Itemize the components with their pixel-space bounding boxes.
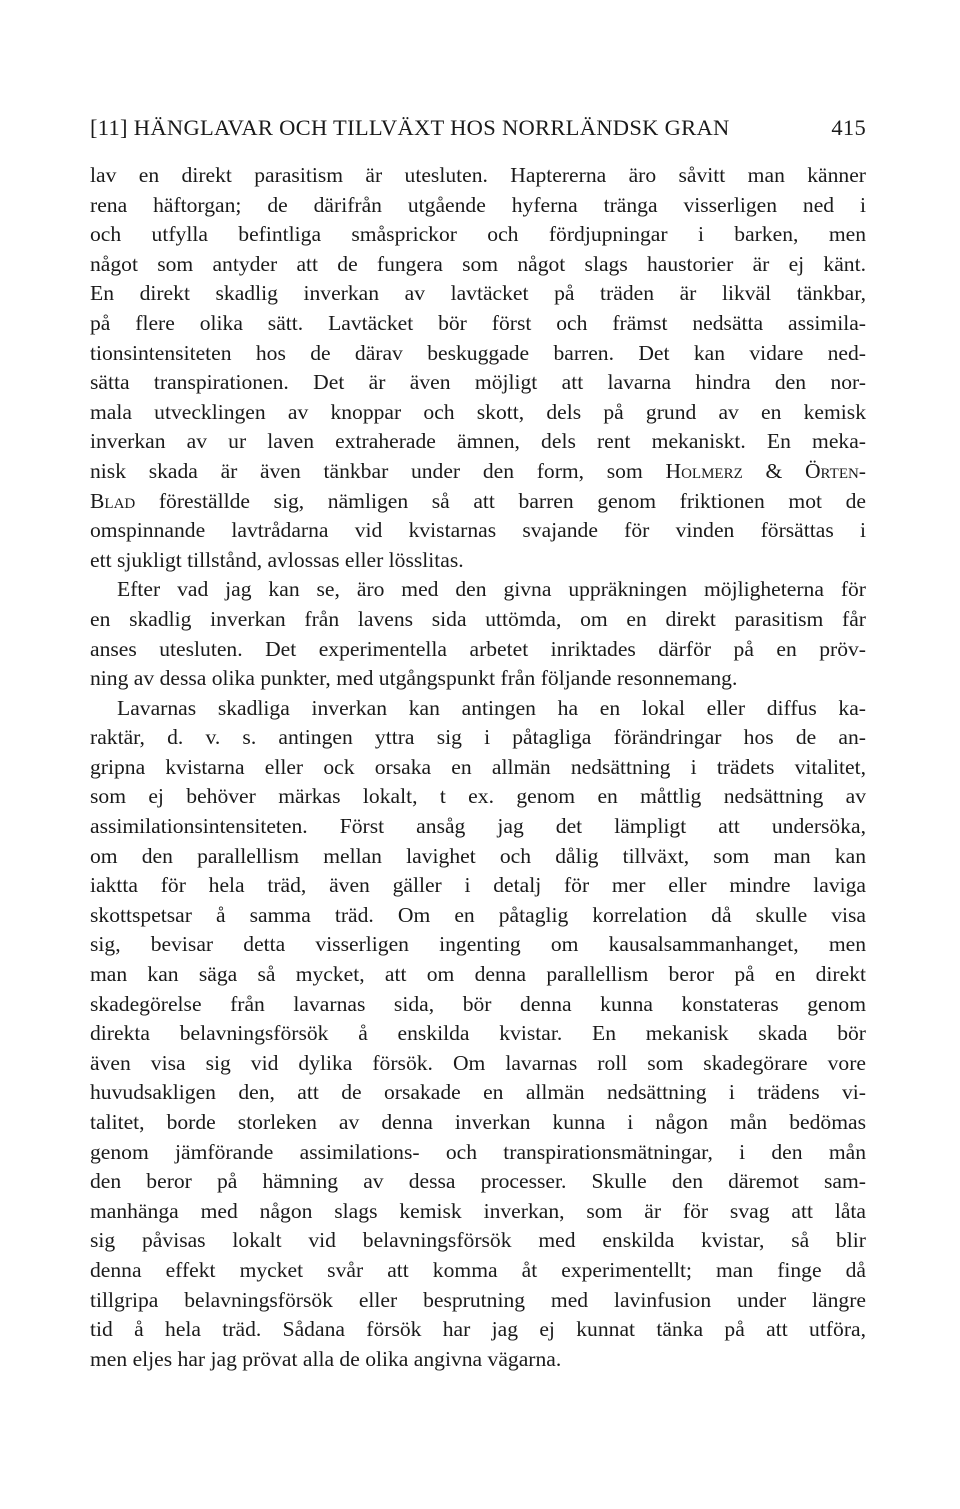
text-line: om den parallellism mellan lavighet och dålig tillväxt, som man kan — [90, 843, 866, 868]
text-line: manhänga med någon slags kemisk inverkan, som är för svag att låta — [90, 1198, 866, 1223]
running-head-title — [90, 114, 730, 142]
text-line: rena häftorgan; de därifrån utgående hyferna tränga visserligen ned i — [90, 192, 866, 217]
text-line: på flere olika sätt. Lavtäcket bör först och främst nedsätta assimila- — [90, 310, 866, 335]
text-line: ett sjukligt tillstånd, avlossas eller lösslitas. — [90, 547, 464, 572]
text-line: huvudsakligen den, att de orsakade en allmän nedsättning i trädens vi- — [90, 1080, 866, 1105]
text-line: iaktta för hela träd, även gäller i detalj för mer eller mindre laviga — [90, 873, 866, 898]
text-line: direkta belavningsförsök å enskilda kvistar. En mekanisk skada bör — [90, 1021, 866, 1046]
text-line: en skadlig inverkan från lavens sida uttömda, om en direkt parasitism får — [90, 606, 866, 631]
page — [90, 114, 866, 1374]
paragraph — [90, 575, 866, 693]
text-line: som ej behöver märkas lokalt, t ex. genom en måttlig nedsättning av — [90, 784, 866, 809]
text-line: något som antyder att de fungera som något slags haustorier är ej känt. — [90, 251, 866, 276]
text-line: och utfylla befintliga småsprickor och fördjupningar i barken, men — [90, 222, 866, 247]
running-head — [90, 114, 866, 142]
paragraph — [90, 161, 866, 575]
text-line: Efter vad jag kan se, äro med den givna uppräkningen möjligheterna för — [117, 577, 866, 602]
text-line: raktär, d. v. s. antingen yttra sig i påtagliga förändringar hos de an- — [90, 725, 866, 750]
text-line: nisk skada är även tänkbar under den form, som Holmerz & Örten- — [90, 458, 867, 483]
text-line: skadegörelse från lavarnas sida, bör denna kunna konstateras genom — [90, 991, 866, 1016]
text-line: den beror på hämning av dessa processer. Skulle den däremot sam- — [90, 1169, 866, 1194]
text-line: tid å hela träd. Sådana försök har jag ej kunnat tänka på att utföra, — [90, 1317, 866, 1342]
text-line: tillgripa belavningsförsök eller besprutning med lavinfusion under längre — [90, 1287, 866, 1312]
text-line: gripna kvistarna eller ock orsaka en allmän nedsättning i trädets vitalitet, — [90, 754, 866, 779]
text-line: lav en direkt parasitism är utesluten. Haptererna äro såvitt man känner — [90, 163, 866, 187]
text-line: ning av dessa olika punkter, med utgångspunkt från följande resonnemang. — [90, 666, 738, 691]
text-line: även visa sig vid dylika försök. Om lavarnas roll som skadegörare vore — [90, 1050, 866, 1075]
text-line: omspinnande lavtrådarna vid kvistarnas svajande för vinden försättas i — [90, 518, 866, 543]
section-number: [11] — [90, 115, 128, 140]
text-line: sätta transpirationen. Det är även möjligt att lavarna hindra den nor- — [90, 370, 866, 395]
text-line: anses utesluten. Det experimentella arbetet inriktades därför på en pröv- — [90, 636, 866, 661]
text-line: denna effekt mycket svår att komma åt experimentellt; man finge då — [90, 1257, 866, 1282]
text-line: tionsintensiteten hos de därav beskuggade barren. Det kan vidare ned- — [90, 340, 866, 365]
text-line: talitet, borde storleken av denna inverkan kunna i någon mån bedömas — [90, 1110, 866, 1134]
text-line: Lavarnas skadliga inverkan kan antingen ha en lokal eller diffus ka- — [117, 695, 866, 720]
text-line: mala utvecklingen av knoppar och skott, dels på grund av en kemisk — [90, 399, 866, 424]
text-line: sig påvisas lokalt vid belavningsförsök med enskilda kvistar, så blir — [90, 1228, 866, 1253]
text-line: En direkt skadlig inverkan av lavtäcket på träden är likväl tänkbar, — [90, 281, 866, 306]
paragraph — [90, 694, 866, 1375]
chapter-title: HÄNGLAVAR OCH TILLVÄXT HOS NORRLÄNDSK GRAN — [133, 115, 730, 140]
text-line: skottspetsar å samma träd. Om en påtaglig korrelation då skulle visa — [90, 902, 866, 927]
text-line: inverkan av ur laven extraherade ämnen, dels rent mekaniskt. En meka- — [90, 429, 866, 454]
text-line: genom jämförande assimilations- och transpirationsmätningar, i den mån — [90, 1139, 866, 1164]
text-line: Blad föreställde sig, nämligen så att barren genom friktionen mot de — [90, 488, 866, 513]
text-line: sig, bevisar detta visserligen ingenting om kausalsammanhanget, men — [90, 932, 866, 957]
body-text — [90, 161, 866, 1374]
page-number: 415 — [831, 115, 866, 140]
text-line: man kan säga så mycket, att om denna parallellism beror på en direkt — [90, 962, 866, 987]
text-line: assimilationsintensiteten. Först ansåg jag det lämpligt att undersöka, — [90, 814, 866, 839]
text-line: men eljes har jag prövat alla de olika angivna vägarna. — [90, 1346, 562, 1371]
